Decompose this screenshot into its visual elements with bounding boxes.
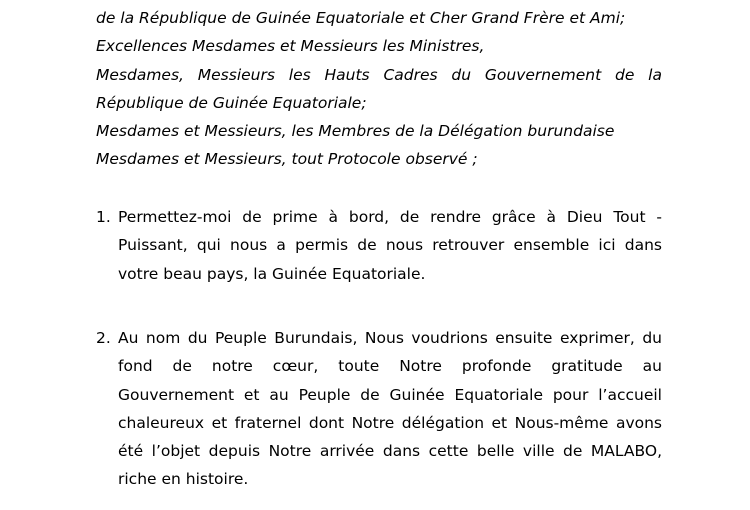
salutation-line: Mesdames, Messieurs les Hauts Cadres du Gouvernement de la [96, 65, 662, 84]
salutation-line: Mesdames et Messieurs, tout Protocole observé ; [96, 150, 478, 169]
paragraph-text: Au nom du Peuple Burundais, Nous voudrions ensuite exprimer, du fond de notre cœur, toute Notre profonde gratitude au Gouvernement et au Peuple de Guinée Equatoriale pour l’accueil chaleureux et fraternel dont Notre délégation et Nous-même avons été l’objet depuis Notre arrivée dans cette belle ville de MALABO, riche en histoire. [118, 329, 662, 489]
paragraph-text: Permettez-moi de prime à bord, de rendre grâce à Dieu Tout - Puissant, qui nous a permis de nous retrouver ensemble ici dans votre beau pays, la Guinée Equatoriale. [118, 208, 662, 283]
numbered-paragraph-1 [96, 203, 662, 288]
salutation-line: République de Guinée Equatoriale; [96, 93, 367, 112]
salutation-line: Mesdames et Messieurs, les Membres de la Délégation burundaise [96, 122, 615, 141]
paragraph-number: 1. [96, 208, 111, 226]
salutation-block [96, 4, 662, 174]
paragraph-number: 2. [96, 329, 111, 347]
salutation-line: Excellences Mesdames et Messieurs les Ministres, [96, 37, 485, 56]
salutation-line: de la République de Guinée Equatoriale et Cher Grand Frère et Ami; [96, 9, 626, 27]
numbered-paragraph-2 [96, 324, 662, 494]
